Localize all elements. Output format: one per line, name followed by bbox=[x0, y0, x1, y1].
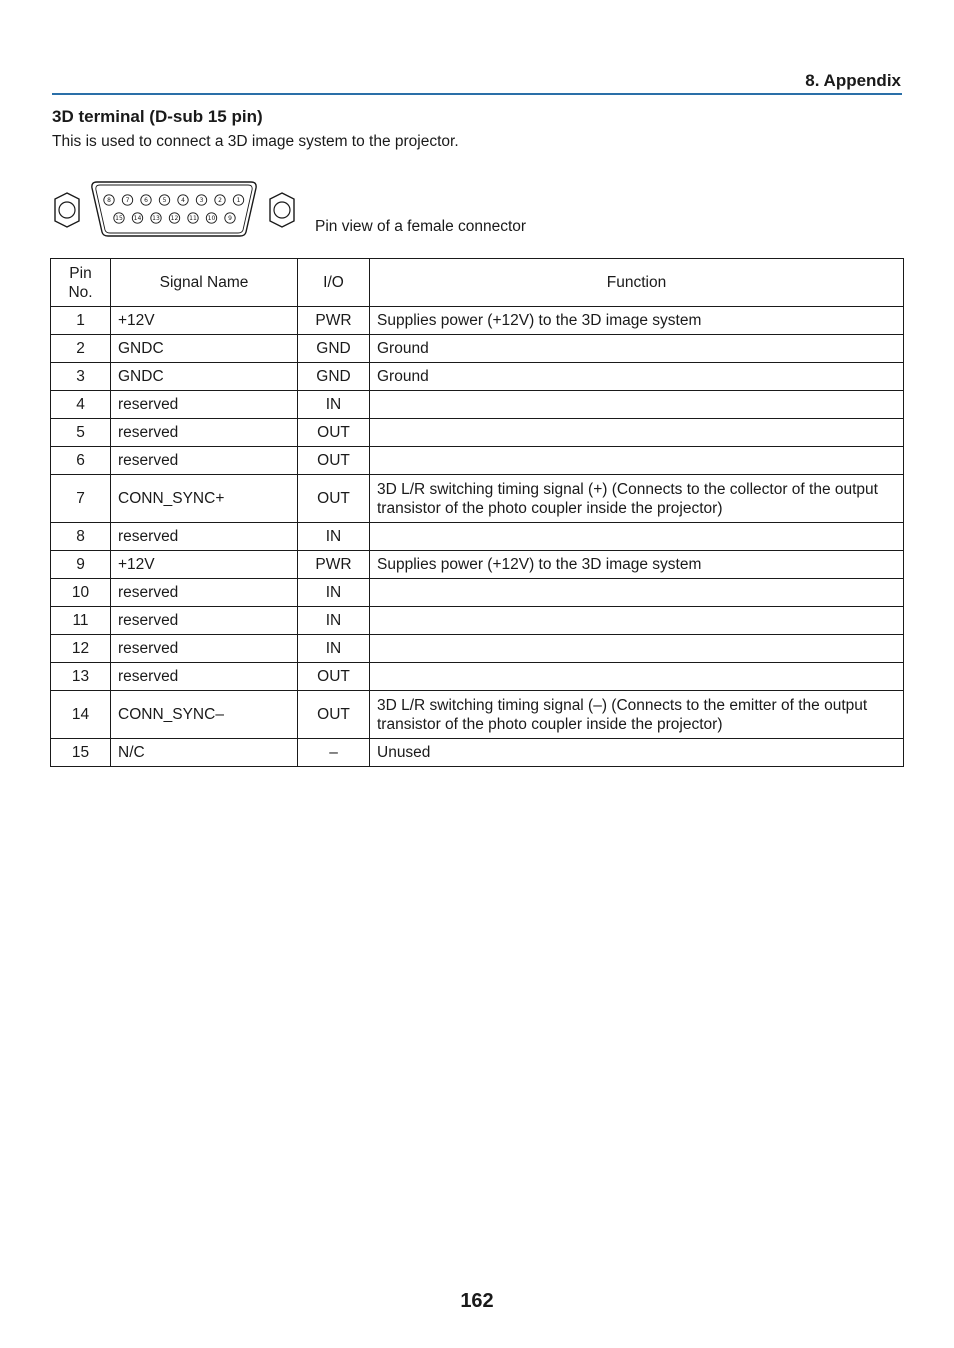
pin-label: 9 bbox=[228, 215, 232, 223]
io-cell: IN bbox=[298, 391, 370, 419]
io-cell: OUT bbox=[298, 419, 370, 447]
page-number: 162 bbox=[460, 1290, 494, 1312]
connector-caption: Pin view of a female connector bbox=[315, 218, 527, 235]
table-row bbox=[51, 607, 904, 635]
signal-name-cell: +12V bbox=[111, 307, 298, 335]
pin-label: 5 bbox=[162, 197, 167, 205]
signal-name-cell: reserved bbox=[111, 391, 298, 419]
table-row bbox=[51, 551, 904, 579]
signal-name-cell: GNDC bbox=[111, 335, 298, 363]
pin-label: 8 bbox=[107, 197, 111, 205]
pin-number-cell: 3 bbox=[51, 363, 111, 391]
io-cell: OUT bbox=[298, 691, 370, 739]
table-row bbox=[51, 739, 904, 767]
signal-name-cell: reserved bbox=[111, 419, 298, 447]
table-row bbox=[51, 663, 904, 691]
header-rule bbox=[52, 93, 902, 95]
intro-text: This is used to connect a 3D image system to the projector. bbox=[52, 133, 459, 150]
pin-number-cell: 15 bbox=[51, 739, 111, 767]
io-cell: IN bbox=[298, 607, 370, 635]
io-cell: IN bbox=[298, 579, 370, 607]
pin-label: 11 bbox=[189, 215, 197, 223]
signal-name-cell: reserved bbox=[111, 663, 298, 691]
signal-name-cell: +12V bbox=[111, 551, 298, 579]
io-cell: PWR bbox=[298, 307, 370, 335]
io-cell: OUT bbox=[298, 447, 370, 475]
io-header: I/O bbox=[298, 259, 370, 307]
table-row bbox=[51, 363, 904, 391]
pin-number-cell: 2 bbox=[51, 335, 111, 363]
function-cell bbox=[370, 579, 904, 607]
pin-number-cell: 12 bbox=[51, 635, 111, 663]
pin-number-cell: 5 bbox=[51, 419, 111, 447]
signal-name-cell: reserved bbox=[111, 607, 298, 635]
signal-name-cell: reserved bbox=[111, 523, 298, 551]
pin-label: 12 bbox=[170, 215, 179, 223]
io-cell: OUT bbox=[298, 475, 370, 523]
table-row bbox=[51, 635, 904, 663]
pin-number-cell: 6 bbox=[51, 447, 111, 475]
io-cell: GND bbox=[298, 363, 370, 391]
right-mounting-screw-icon bbox=[270, 193, 294, 227]
function-cell bbox=[370, 635, 904, 663]
function-cell: 3D L/R switching timing signal (+) (Connects to the collector of the output transistor of the photo coupler inside the projector) bbox=[370, 475, 904, 523]
pin-number-cell: 8 bbox=[51, 523, 111, 551]
pin-number-cell: 10 bbox=[51, 579, 111, 607]
io-cell: GND bbox=[298, 335, 370, 363]
function-header: Function bbox=[370, 259, 904, 307]
pin-number-cell: 13 bbox=[51, 663, 111, 691]
function-cell: Supplies power (+12V) to the 3D image system bbox=[370, 307, 904, 335]
function-cell: 3D L/R switching timing signal (–) (Connects to the emitter of the output transistor of the photo coupler inside the projector) bbox=[370, 691, 904, 739]
pin-label: 15 bbox=[115, 215, 123, 223]
pin-label: 7 bbox=[125, 197, 130, 205]
pin-row-top bbox=[104, 195, 244, 205]
pin-number-cell: 4 bbox=[51, 391, 111, 419]
function-cell bbox=[370, 447, 904, 475]
pin-label: 10 bbox=[207, 215, 216, 223]
signal-name-cell: GNDC bbox=[111, 363, 298, 391]
table-row bbox=[51, 391, 904, 419]
table-row bbox=[51, 335, 904, 363]
function-cell: Ground bbox=[370, 363, 904, 391]
signal-name-cell: reserved bbox=[111, 635, 298, 663]
table-row bbox=[51, 475, 904, 523]
section-header: 8. Appendix bbox=[805, 71, 901, 90]
table-row bbox=[51, 523, 904, 551]
pin-number-cell: 7 bbox=[51, 475, 111, 523]
pin-label: 2 bbox=[218, 197, 222, 205]
signal-name-cell: reserved bbox=[111, 579, 298, 607]
function-cell bbox=[370, 391, 904, 419]
signal-name-cell: CONN_SYNC– bbox=[111, 691, 298, 739]
signal-name-cell: N/C bbox=[111, 739, 298, 767]
section-title: 3D terminal (D-sub 15 pin) bbox=[52, 107, 263, 126]
function-cell bbox=[370, 523, 904, 551]
connector-shell bbox=[92, 182, 256, 236]
pin-label: 1 bbox=[236, 197, 241, 205]
table-row bbox=[51, 447, 904, 475]
table-header-row bbox=[51, 259, 904, 307]
pin-row-bottom bbox=[114, 213, 235, 223]
function-cell bbox=[370, 419, 904, 447]
table-row bbox=[51, 579, 904, 607]
io-cell: OUT bbox=[298, 663, 370, 691]
table-row bbox=[51, 691, 904, 739]
pin-label: 13 bbox=[152, 215, 160, 223]
function-cell: Supplies power (+12V) to the 3D image system bbox=[370, 551, 904, 579]
io-cell: IN bbox=[298, 523, 370, 551]
io-cell: IN bbox=[298, 635, 370, 663]
io-cell: – bbox=[298, 739, 370, 767]
pin-label: 6 bbox=[144, 197, 148, 205]
function-cell bbox=[370, 607, 904, 635]
pin-number-cell: 1 bbox=[51, 307, 111, 335]
table-row bbox=[51, 419, 904, 447]
function-cell: Unused bbox=[370, 739, 904, 767]
left-mounting-screw-icon bbox=[55, 193, 79, 227]
pin-label: 14 bbox=[133, 215, 142, 223]
pin-number-cell: 11 bbox=[51, 607, 111, 635]
pin-number-header: Pin No. bbox=[51, 259, 111, 307]
signal-name-cell: CONN_SYNC+ bbox=[111, 475, 298, 523]
pin-number-cell: 9 bbox=[51, 551, 111, 579]
function-cell bbox=[370, 663, 904, 691]
pin-label: 4 bbox=[181, 197, 185, 205]
signal-name-cell: reserved bbox=[111, 447, 298, 475]
table-row bbox=[51, 307, 904, 335]
signal-name-header: Signal Name bbox=[111, 259, 298, 307]
io-cell: PWR bbox=[298, 551, 370, 579]
dsub15-connector-diagram bbox=[50, 176, 302, 240]
pin-number-cell: 14 bbox=[51, 691, 111, 739]
function-cell: Ground bbox=[370, 335, 904, 363]
pin-label: 3 bbox=[199, 197, 204, 205]
pin-table bbox=[50, 258, 904, 767]
